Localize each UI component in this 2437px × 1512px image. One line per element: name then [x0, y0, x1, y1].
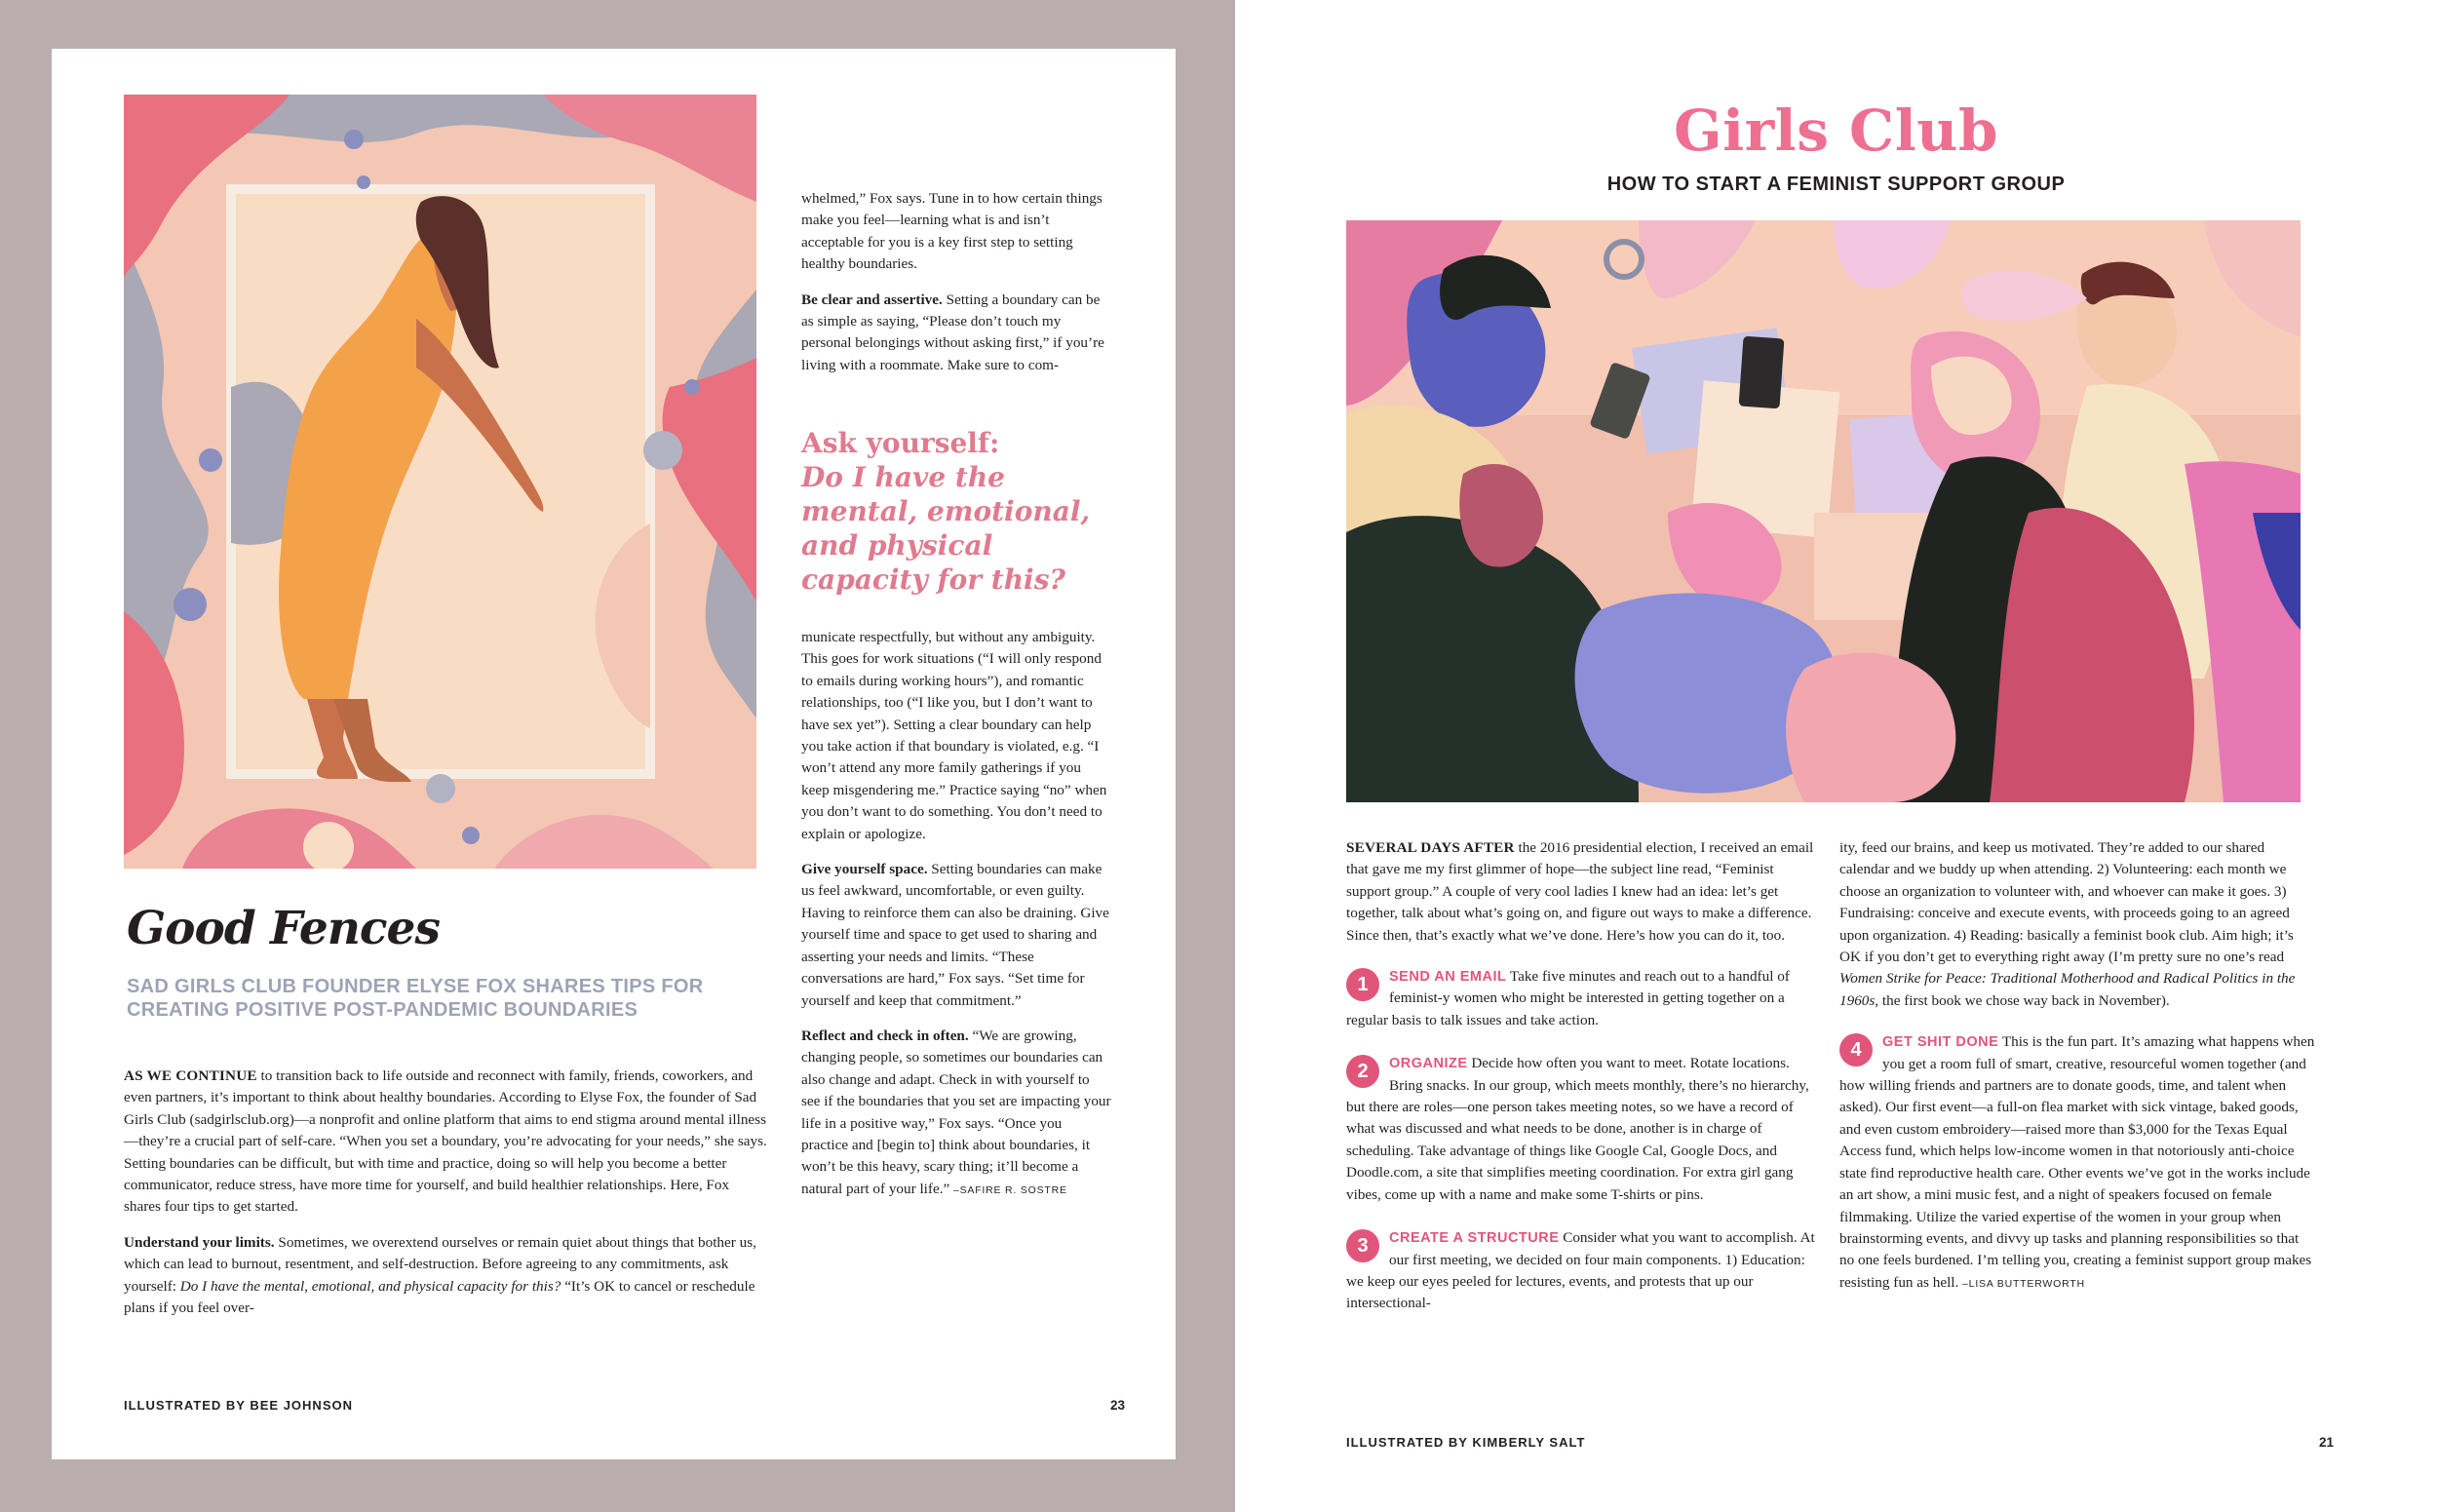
tip-2-continued: municate respectfully, but without any ambiguity. This goes for work situations (“I will only respond to emails during working hours”), and romantic relationships, too (“I like you, but I don’t want to have sex yet”). Setting a clear boundary can help you take action if that boundary is violated, e.g. “I won’t attend any more family gatherings if you keep misgendering me.” Practice saying “no” when you don’t want to do something. You don’t need to explain or apologize. [801, 629, 1107, 842]
intro-lead: SEVERAL DAYS AFTER [1346, 839, 1515, 856]
pull-quote [801, 426, 1123, 597]
right-body-column [801, 188, 1111, 390]
intro-lead: AS WE CONTINUE [124, 1067, 257, 1084]
tip-1-italic: Do I have the mental, emotional, and physical capacity for this? [179, 1277, 561, 1295]
step-3-heading: CREATE A STRUCTURE [1389, 1230, 1560, 1247]
col2-top-paragraph [1839, 837, 2317, 1012]
step-2-heading: ORGANIZE [1389, 1056, 1468, 1072]
book-title: Women Strike for Peace: Traditional Motherhood and Radical Politics in the 1960s [1839, 970, 2296, 1009]
right-body-column-lower [801, 627, 1111, 1215]
pull-quote-line-1: Ask yourself: [801, 427, 1000, 459]
tip-4-heading: Reflect and check in often. [801, 1027, 969, 1044]
tip-2-body: Setting a boundary can be as simple as saying, “Please don’t touch my personal belongings without asking first,” if you’re living with a roommate. Make sure to com- [801, 291, 1104, 373]
page-number: 21 [2319, 1435, 2335, 1450]
right-page-column-1 [1346, 837, 1819, 1329]
tip-1-body: Sometimes, we overextend ourselves or remain quiet about things that bother us, which can lead to burnout, resentment, and self-destruction. Before agreeing to any commitments, ask yourself: [124, 1233, 756, 1295]
intro-body: the 2016 presidential election, I received an email that gave me my first glimmer of hope—the subject line read, “Feminist support group.” A couple of very cool ladies I knew had an idea: let’s get together, talk about what’s going on, and figure out ways to make a difference. Since then, that’s exactly what we’ve done. Here’s how you can do it, too. [1346, 839, 1814, 944]
step-1-heading: SEND AN EMAIL [1389, 969, 1507, 986]
step-4 [1839, 1031, 2317, 1295]
step-2 [1346, 1053, 1819, 1206]
step-2-number: 2 [1346, 1055, 1379, 1088]
right-page-column-2 [1839, 837, 2317, 1308]
right-page [1235, 0, 2437, 1512]
intro-paragraph [1346, 837, 1819, 947]
col2-top-paragraph: whelmed,” Fox says. Tune in to how certain things make you feel—learning what is and isn’t acceptable for you is a key first step to setting healthy boundaries. [801, 190, 1102, 273]
tip-1-heading: Understand your limits. [124, 1233, 275, 1251]
article-title: Girls Club [1674, 97, 1998, 164]
signature: –SAFIRE R. SOSTRE [949, 1183, 1067, 1196]
illustration-credit: ILLUSTRATED BY KIMBERLY SALT [1346, 1435, 1586, 1450]
left-body-column [124, 1066, 767, 1333]
tip-4-body: “We are growing, changing people, so sometimes our boundaries can also change and adapt. Check in with yourself to see if the boundaries that you set are impacting your life in a positive way,” Fox says. “Once you practice and [begin to] think about boundaries, it won’t be this heavy, scary thing; it’ll become a natural part of your life.” [801, 1027, 1111, 1197]
step-4-heading: GET SHIT DONE [1882, 1034, 1999, 1051]
tip-4-paragraph [801, 1026, 1111, 1201]
tip-3-body: Setting boundaries can make us feel awkward, uncomfortable, or even guilty. Having to reinforce them can also be draining. Give yourself time and space to get used to sharing and asserting your needs and limits. “These conversations are hard,” Fox says. “Set time for yourself and keep that commitment.” [801, 861, 1109, 1009]
intro-paragraph [124, 1066, 767, 1219]
page-number: 23 [1110, 1398, 1126, 1413]
col2-top-b: , the first book we chose way back in November). [1875, 991, 2170, 1009]
woman-bending-illustration [124, 95, 756, 869]
step-4-number: 4 [1839, 1033, 1873, 1066]
tip-2-paragraph [801, 290, 1111, 377]
col2-top-a: ity, feed our brains, and keep us motivated. They’re added to our shared calendar and we buddy up when attending. 2) Volunteering: each month we choose an organization to volunteer with, and whoever can make it goes. 3) Fundraising: conceive and execute events, with proceeds going to an agreed upon organization. 4) Reading: basically a feminist book club. Aim high; it’s OK if you don’t get to everything right away (I’m pretty sure no one’s read [1839, 839, 2294, 966]
step-1-number: 1 [1346, 968, 1379, 1001]
step-2-body: Decide how often you want to meet. Rotate locations. Bring snacks. In our group, which meets monthly, there’s no hierarchy, but there are roles—one person takes meeting notes, so we have a record of what was discussed and what needs to be done, another is in charge of scheduling. Take advantage of things like Google Cal, Google Docs, and Doodle.com, a site that simplifies meeting coordination. For extra girl gang vibes, come up with a name and make some T-shirts or pins. [1346, 1055, 1809, 1203]
pull-quote-line-2: Do I have the mental, emotional, and physical capacity for this? [801, 461, 1091, 596]
article-title: Good Fences [127, 902, 440, 955]
article-dek: SAD GIRLS CLUB FOUNDER ELYSE FOX SHARES TIPS FOR CREATING POSITIVE POST-PANDEMIC BOUNDARIES [127, 976, 704, 1021]
step-3-number: 3 [1346, 1229, 1379, 1262]
illustration-credit: ILLUSTRATED BY BEE JOHNSON [124, 1398, 353, 1413]
left-page [52, 49, 1176, 1459]
tip-3-paragraph [801, 859, 1111, 1012]
step-4-body: This is the fun part. It’s amazing what happens when you get a room full of smart, creative, resourceful women together (and how willing friends and partners are to donate goods, time, and talent when asked). Our first event—a full-on flea market with sick vintage, baked goods, and even custom embroidery—raised more than $3,000 for the Texas Equal Access fund, which helps low-income women in that notoriously anti-choice state find reproductive health care. Other events we’ve got in the works include an art show, a mini music fest, and a night of speakers focused on female filmmaking. Utilize the varied expertise of the women in your group when brainstorming events, and divvy up tasks and planning responsibilities so that no one feels burdened. I’m telling you, creating a feminist support group makes resisting fun as hell. [1839, 1033, 2315, 1291]
signature: –LISA BUTTERWORTH [1958, 1277, 2085, 1290]
article-dek: HOW TO START A FEMINIST SUPPORT GROUP [1606, 174, 2066, 195]
intro-body: to transition back to life outside and reconnect with family, friends, coworkers, and even partners, it’s important to think about healthy boundaries. According to Elyse Fox, the founder of Sad Girls Club (sadgirlsclub.org)—a nonprofit and online platform that aims to end stigma around mental illness—they’re a crucial part of self-care. “When you set a boundary, you’re advocating for your needs,” she says. Setting boundaries can be difficult, but with time and practice, doing so will help you become a better communicator, reduce stress, have more time for yourself, and build healthier relationships. Here, Fox shares four tips to get started. [124, 1067, 767, 1216]
step-3-body: Consider what you want to accomplish. At our first meeting, we decided on four main components. 1) Education: we keep our eyes peeled for lectures, events, and protests that up our intersectional- [1346, 1229, 1815, 1312]
tip-1-end: “It’s OK to cancel or reschedule plans if you feel over- [124, 1277, 755, 1317]
women-meeting-illustration [1346, 220, 2301, 802]
step-1-body: Take five minutes and reach out to a handful of feminist-y women who might be interested in getting together on a regular basis to talk issues and take action. [1346, 968, 1790, 1028]
step-1 [1346, 966, 1819, 1031]
tip-2-heading: Be clear and assertive. [801, 291, 943, 308]
step-3 [1346, 1227, 1819, 1315]
tip-1-paragraph [124, 1232, 767, 1320]
tip-3-heading: Give yourself space. [801, 861, 928, 878]
